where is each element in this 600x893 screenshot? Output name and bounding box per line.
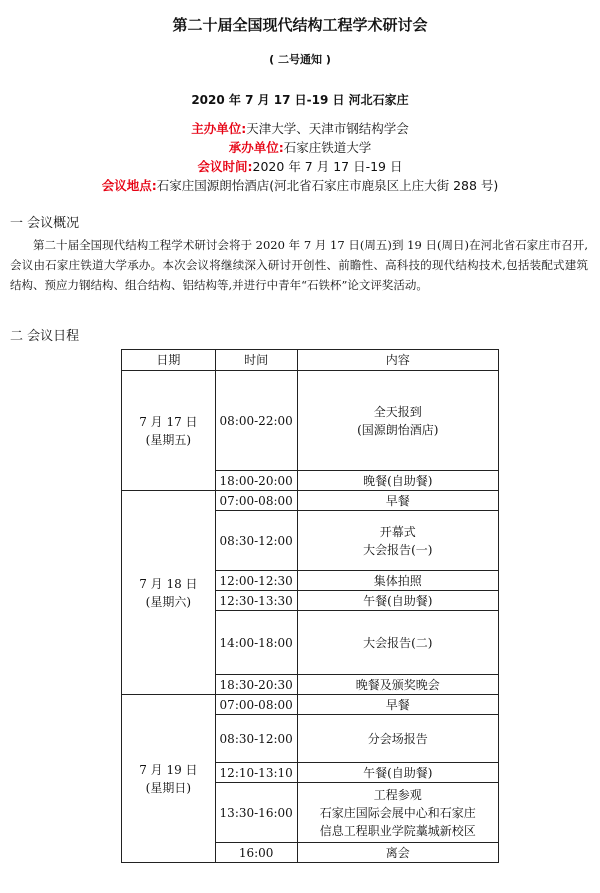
section-overview-heading: 一 会议概况: [10, 216, 80, 231]
content-cell: 晚餐及颁奖晚会: [297, 675, 498, 695]
day-weekday: (星期六): [145, 594, 192, 609]
content-cell: 早餐: [297, 695, 498, 715]
date-place-line: 2020 年 7 月 17 日-19 日 河北石家庄: [191, 93, 409, 107]
table-row: [122, 491, 499, 511]
time-cell: 08:30-12:00: [215, 511, 297, 571]
conference-title: 第二十届全国现代结构工程学术研讨会: [172, 16, 428, 34]
content-line: 工程参观: [373, 787, 422, 802]
schedule-table: [121, 349, 499, 863]
header-date: 日期: [122, 350, 216, 371]
time-cell: 18:00-20:00: [215, 471, 297, 491]
day-date: 7 月 19 日: [139, 762, 198, 777]
day-cell: [122, 491, 216, 695]
header-content: 内容: [297, 350, 498, 371]
content-line: 石家庄国际会展中心和石家庄: [319, 805, 476, 820]
time-cell: 12:10-13:10: [215, 763, 297, 783]
host-value: 天津大学、天津市钢结构学会: [246, 121, 409, 136]
content-cell: [297, 371, 498, 471]
place-label: 会议地点:: [101, 178, 157, 193]
time-cell: 08:30-12:00: [215, 715, 297, 763]
content-line: 大会报告(一): [363, 542, 433, 557]
host-line: [0, 119, 600, 137]
time-cell: 07:00-08:00: [215, 491, 297, 511]
content-line: 全天报到: [373, 404, 422, 419]
overview-paragraph: 第二十届全国现代结构工程学术研讨会将于 2020 年 7 月 17 日(周五)到 19 日(周日)在河北省石家庄市召开,会议由石家庄铁道大学承办。本次会议将继续深入研讨开创性、前瞻性、高科技的现代结构技术,包括装配式建筑结构、预应力钢结构、组合结构、铝结构等,并进行中青年“石铁杯”论文评奖活动。: [10, 238, 588, 292]
time-value: 2020 年 7 月 17 日-19 日: [252, 159, 403, 174]
host-label: 主办单位:: [191, 121, 247, 136]
time-cell: 13:30-16:00: [215, 783, 297, 843]
content-cell: 午餐(自助餐): [297, 763, 498, 783]
day-weekday: (星期日): [145, 780, 192, 795]
content-cell: 午餐(自助餐): [297, 591, 498, 611]
time-label: 会议时间:: [197, 159, 253, 174]
time-cell: 07:00-08:00: [215, 695, 297, 715]
content-cell: 大会报告(二): [297, 611, 498, 675]
coorganizer-value: 石家庄铁道大学: [283, 140, 372, 155]
day-date: 7 月 18 日: [139, 576, 198, 591]
schedule-header-row: [122, 350, 499, 371]
content-cell: 集体拍照: [297, 571, 498, 591]
time-line: [0, 157, 600, 175]
notice-number: ( 二号通知 ): [269, 53, 331, 66]
time-cell: 08:00-22:00: [215, 371, 297, 471]
content-cell: 分会场报告: [297, 715, 498, 763]
day-weekday: (星期五): [145, 432, 192, 447]
table-row: [122, 695, 499, 715]
content-line: 信息工程职业学院藁城新校区: [319, 823, 476, 838]
content-cell: 早餐: [297, 491, 498, 511]
day-cell: [122, 695, 216, 863]
day-date: 7 月 17 日: [139, 414, 198, 429]
content-cell: 晚餐(自助餐): [297, 471, 498, 491]
content-cell: 离会: [297, 843, 498, 863]
section-schedule-heading: 二 会议日程: [10, 329, 80, 344]
time-cell: 16:00: [215, 843, 297, 863]
coorganizer-label: 承办单位:: [228, 140, 284, 155]
content-line: 开幕式: [379, 524, 416, 539]
time-cell: 18:30-20:30: [215, 675, 297, 695]
header-time: 时间: [215, 350, 297, 371]
coorganizer-line: [0, 138, 600, 156]
place-line: [0, 176, 600, 194]
time-cell: 12:00-12:30: [215, 571, 297, 591]
place-value: 石家庄国源朗怡酒店(河北省石家庄市鹿泉区上庄大街 288 号): [156, 178, 499, 193]
time-cell: 12:30-13:30: [215, 591, 297, 611]
day-cell: [122, 371, 216, 491]
content-cell: [297, 511, 498, 571]
content-cell: [297, 783, 498, 843]
time-cell: 14:00-18:00: [215, 611, 297, 675]
table-row: [122, 371, 499, 471]
content-line: (国源朗怡酒店): [357, 422, 439, 437]
